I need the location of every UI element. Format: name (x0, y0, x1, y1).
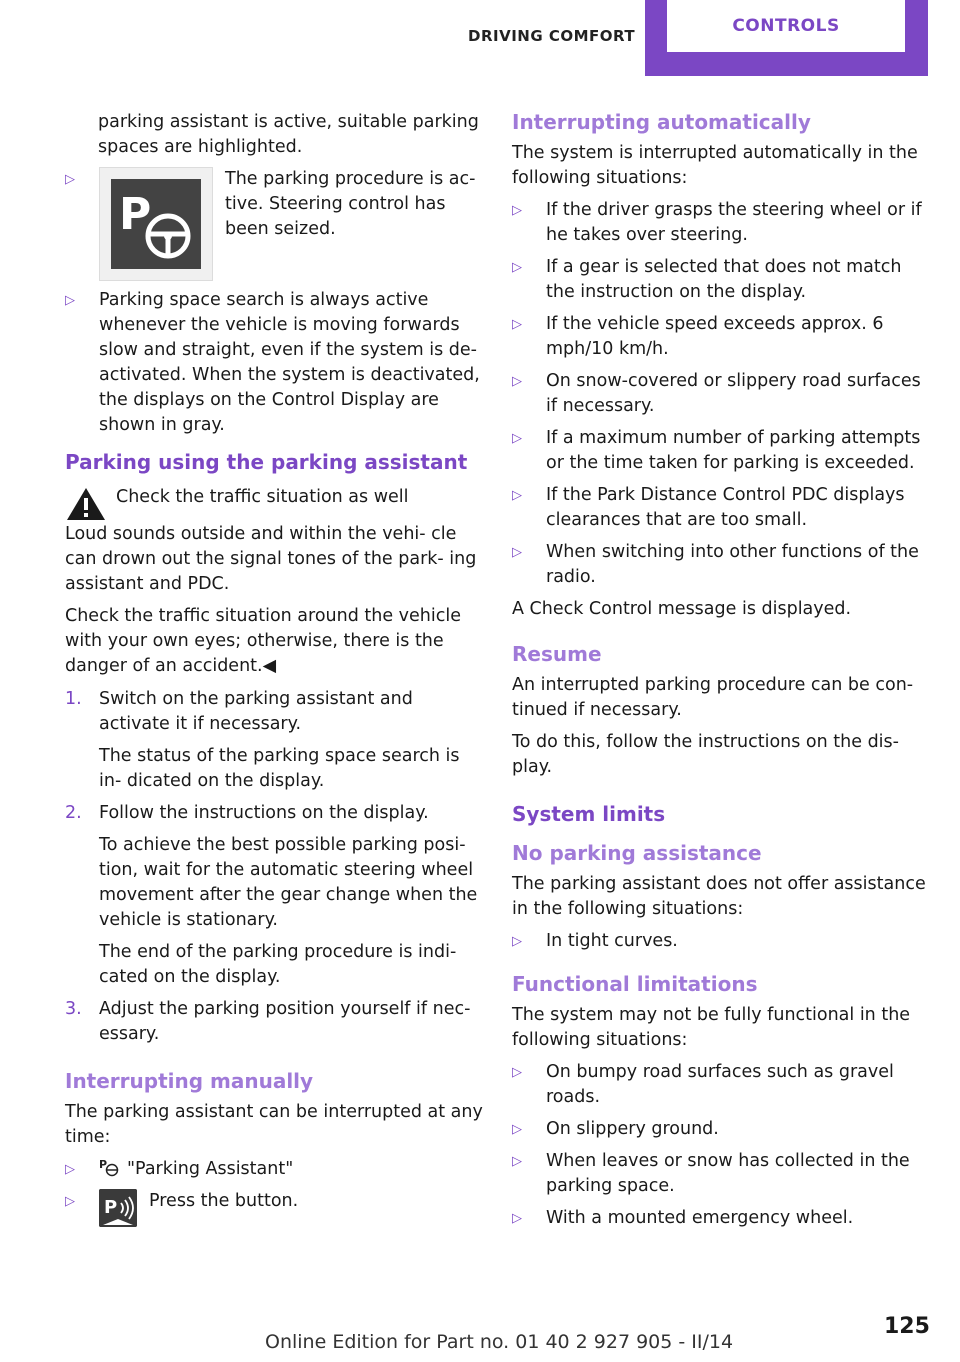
list-item: ▷ Parking space search is always active whenever the vehicle is moving forwards slow and straight, even if the system is de- activated. When the system is deactivated, the displays on the Control Display are shown in gray. (65, 288, 483, 438)
header-tab-label: CONTROLS (667, 0, 905, 52)
auto-after-text: A Check Control message is displayed. (512, 599, 852, 619)
list-item: ▷ On slippery ground. (512, 1117, 932, 1142)
warning-text-2: Check the traffic situation around the vehicle with your own eyes; otherwise, there is the danger of an accident.◀ (65, 606, 462, 676)
footer-edition: Online Edition for Part no. 01 40 2 927 905 - II/14 (265, 1331, 734, 1353)
list-item (65, 167, 483, 281)
list-item: ▷ On snow-covered or slippery road surfaces if necessary. (512, 369, 932, 419)
list-item (65, 1189, 483, 1227)
list-item: ▷ On bumpy road surfaces such as gravel roads. (512, 1060, 932, 1110)
list-item: ▷ In tight curves. (512, 929, 932, 954)
svg-text:P: ▷ P (104, 1197, 118, 1218)
parking-assistant-icon (99, 1157, 119, 1177)
functional-text: The system may not be fully functional in the following situations: (512, 1005, 911, 1050)
parking-button-icon (99, 1189, 137, 1227)
step-subtext: The status of the parking space search is in- dicated on the display. (99, 746, 460, 791)
step-item (65, 801, 483, 990)
heading-resume: Resume (512, 642, 602, 666)
list-item: ▷ If the driver grasps the steering wheel or if he takes over steering. (512, 198, 932, 248)
step-number: 2. (65, 803, 82, 823)
header-tab (645, 0, 928, 76)
list-item: ▷ If the Park Distance Control PDC displays clearances that are too small. (512, 483, 932, 533)
no-assist-text: The parking assistant does not offer assistance in the following situations: (512, 874, 926, 919)
resume-text-2: To do this, follow the instructions on the dis- play. (512, 732, 899, 777)
step-item (65, 687, 483, 794)
page-number: 125 (884, 1314, 930, 1339)
step-number: 3. (65, 999, 82, 1019)
resume-text: An interrupted parking procedure can be con- tinued if necessary. (512, 675, 914, 720)
list-item-text: The parking procedure is ac- tive. Steering control has been seized. (225, 169, 476, 239)
intro-text: parking assistant is active, suitable parking spaces are highlighted. (98, 112, 479, 157)
warning-text: Loud sounds outside and within the vehi- cle can drown out the signal tones of the park- ing assistant and PDC. (65, 524, 477, 594)
manual-text: The parking assistant can be interrupted at any time: (65, 1102, 483, 1147)
parking-steering-icon (99, 167, 213, 281)
step-subtext: To achieve the best possible parking posi- tion, wait for the automatic steering wheel movement after the gear change when the vehicle is stationary. (99, 835, 478, 930)
list-item-text: Press the button. (149, 1191, 299, 1211)
heading-no-assist: No parking assistance (512, 841, 762, 865)
auto-text: The system is interrupted automatically in the following situations: (512, 143, 918, 188)
step-subtext: The end of the parking procedure is indi- cated on the display. (99, 942, 457, 987)
warning-title: Check the traffic situation as well (116, 487, 409, 507)
step-text: Follow the instructions on the display. (99, 803, 429, 823)
svg-text:P: ▷ P (119, 189, 152, 240)
heading-parking: Parking using the parking assistant (65, 450, 468, 474)
step-number: 1. (65, 689, 82, 709)
step-item (65, 997, 483, 1047)
list-item: ▷ If a maximum number of parking attempts or the time taken for parking is exceeded. (512, 426, 932, 476)
heading-auto: Interrupting automatically (512, 110, 811, 134)
heading-limits: System limits (512, 802, 666, 826)
step-text: Adjust the parking position yourself if nec- essary. (99, 999, 471, 1044)
right-column (512, 110, 932, 1238)
list-item: ▷ When switching into other functions of the radio. (512, 540, 932, 590)
list-item: ▷ With a mounted emergency wheel. (512, 1206, 932, 1231)
list-item (65, 1157, 483, 1182)
step-text: Switch on the parking assistant and activate it if necessary. (99, 689, 413, 734)
heading-functional: Functional limitations (512, 972, 758, 996)
left-column (65, 110, 483, 1234)
heading-manual: Interrupting manually (65, 1069, 314, 1093)
list-item: ▷ If the vehicle speed exceeds approx. 6 mph/10 km/h. (512, 312, 932, 362)
header-section-label: DRIVING COMFORT (468, 27, 636, 45)
svg-text:P: ▷ P (99, 1158, 108, 1171)
list-item: ▷ If a gear is selected that does not match the instruction on the display. (512, 255, 932, 305)
list-item-text: "Parking Assistant" (127, 1159, 294, 1179)
warning-icon (65, 486, 107, 522)
list-item: ▷ When leaves or snow has collected in the parking space. (512, 1149, 932, 1199)
